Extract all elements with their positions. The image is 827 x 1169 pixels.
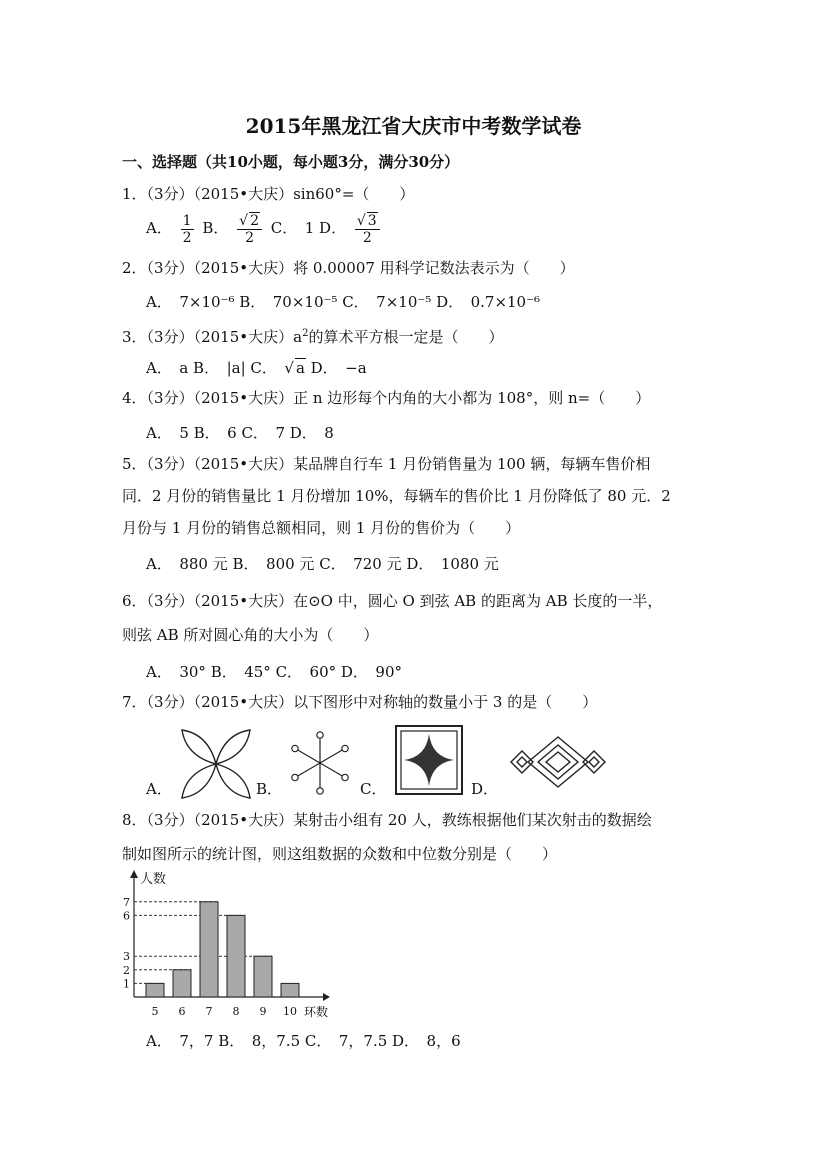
x-tick-label: 5 [151, 1005, 159, 1018]
radicand: 2 [250, 213, 259, 229]
x-axis-label: 环数 [304, 1005, 329, 1019]
square-star-figure [394, 724, 464, 796]
question-4-options: A． 5 B． 6 C． 7 D． 8 [146, 424, 334, 442]
y-axis-arrow [130, 870, 138, 878]
section-heading: 一、选择题（共10小题，每小题3分，满分30分） [122, 153, 460, 171]
bar [146, 983, 164, 997]
option-c-label: C． [360, 780, 387, 798]
question-2-stem: 2．（3分）（2015•大庆）将 0.00007 用科学记数法表示为（ ） [122, 259, 575, 277]
radicand: a [295, 359, 305, 377]
option-d-label: D． [471, 780, 499, 798]
bar [200, 902, 218, 997]
question-4-stem: 4．（3分）（2015•大庆）正 n 边形每个内角的大小都为 108°，则 n=（ ） [122, 389, 651, 407]
y-tick-label: 1 [123, 977, 130, 991]
options-text: A． a B． |a| C． [146, 359, 285, 377]
question-6-options: A． 30° B． 45° C． 60° D． 90° [146, 663, 403, 681]
question-1-options [146, 212, 384, 246]
stem-text: 的算术平方根一定是（ ） [308, 328, 504, 346]
four-petal-figure [178, 726, 254, 802]
denominator: 2 [182, 229, 192, 246]
y-tick-label: 7 [123, 895, 130, 909]
option-a-label: A． [146, 219, 172, 237]
interlocking-diamonds-figure [508, 734, 608, 790]
question-6-line-2: 则弦 AB 所对圆心角的大小为（ ） [122, 626, 379, 644]
y-tick-label: 2 [123, 963, 130, 977]
numerator: √ 2 [237, 212, 262, 230]
radicand: 3 [367, 213, 377, 229]
numerator: √ 3 [355, 212, 380, 230]
question-6-line-1: 6．（3分）（2015•大庆）在⊙O 中，圆心 O 到弦 AB 的距离为 AB 长度的一半， [122, 592, 663, 610]
x-axis-arrow [323, 993, 330, 1001]
question-2-options: A． 7×10⁻⁶ B． 70×10⁻⁵ C． 7×10⁻⁵ D． 0.7×10⁻⁶ [146, 293, 541, 311]
bar [281, 983, 299, 997]
question-8-line-2: 制如图所示的统计图，则这组数据的众数和中位数分别是（ ） [122, 845, 558, 863]
question-1-stem: 1．（3分）（2015•大庆）sin60°=（ ） [122, 185, 415, 203]
y-axis-label: 人数 [140, 872, 167, 887]
fraction-sqrt2-over-2 [237, 212, 262, 246]
y-tick-label: 6 [123, 909, 130, 923]
question-5-line-1: 5．（3分）（2015•大庆）某品牌自行车 1 月份销售量为 100 辆，每辆车售价相 [122, 455, 651, 473]
x-tick-label: 7 [205, 1005, 213, 1018]
option-a-label: A． [146, 780, 172, 798]
sqrt-symbol: √ [284, 359, 294, 377]
x-tick-label: 6 [178, 1005, 186, 1018]
option-b-label: B． [256, 780, 283, 798]
question-3-stem [122, 318, 503, 353]
option-c-d-label: C． 1 D． [270, 219, 347, 237]
numerator: 1 [182, 212, 192, 229]
bar [227, 915, 245, 997]
question-5-options: A． 880 元 B． 800 元 C． 720 元 D． 1080 元 [146, 555, 499, 573]
fraction-sqrt3-over-2 [355, 212, 380, 246]
superscript: 2 [302, 328, 309, 339]
denominator: 2 [362, 230, 372, 246]
question-8-options: A． 7，7 B． 8，7.5 C． 7，7.5 D． 8，6 [146, 1032, 461, 1050]
stem-text: 3．（3分）（2015•大庆）a [122, 328, 303, 346]
x-tick-label: 9 [259, 1005, 267, 1018]
x-tick-label: 10 [283, 1005, 297, 1018]
option-b-label: B． [202, 219, 229, 237]
denominator: 2 [245, 230, 255, 246]
options-text: D． −a [305, 359, 367, 377]
bar [173, 970, 191, 997]
question-7-stem: 7．（3分）（2015•大庆）以下图形中对称轴的数量小于 3 的是（ ） [122, 693, 598, 711]
y-tick-label: 3 [123, 950, 130, 964]
question-5-line-2: 同．2 月份的销售量比 1 月份增加 10%，每辆车的售价比 1 月份降低了 80 元．2 [122, 487, 671, 505]
x-tick-label: 8 [232, 1005, 240, 1018]
question-8-line-1: 8．（3分）（2015•大庆）某射击小组有 20 人，教练根据他们某次射击的数据绘 [122, 811, 652, 829]
exam-title: 2015年黑龙江省大庆市中考数学试卷 [245, 114, 582, 138]
bar-chart [118, 866, 348, 1022]
fraction-one-half [181, 213, 194, 246]
bar [254, 956, 272, 997]
six-spoke-figure [288, 730, 352, 796]
question-5-line-3: 月份与 1 月份的销售总额相同，则 1 月份的售价为（ ） [122, 519, 521, 537]
question-3-options [146, 357, 367, 378]
